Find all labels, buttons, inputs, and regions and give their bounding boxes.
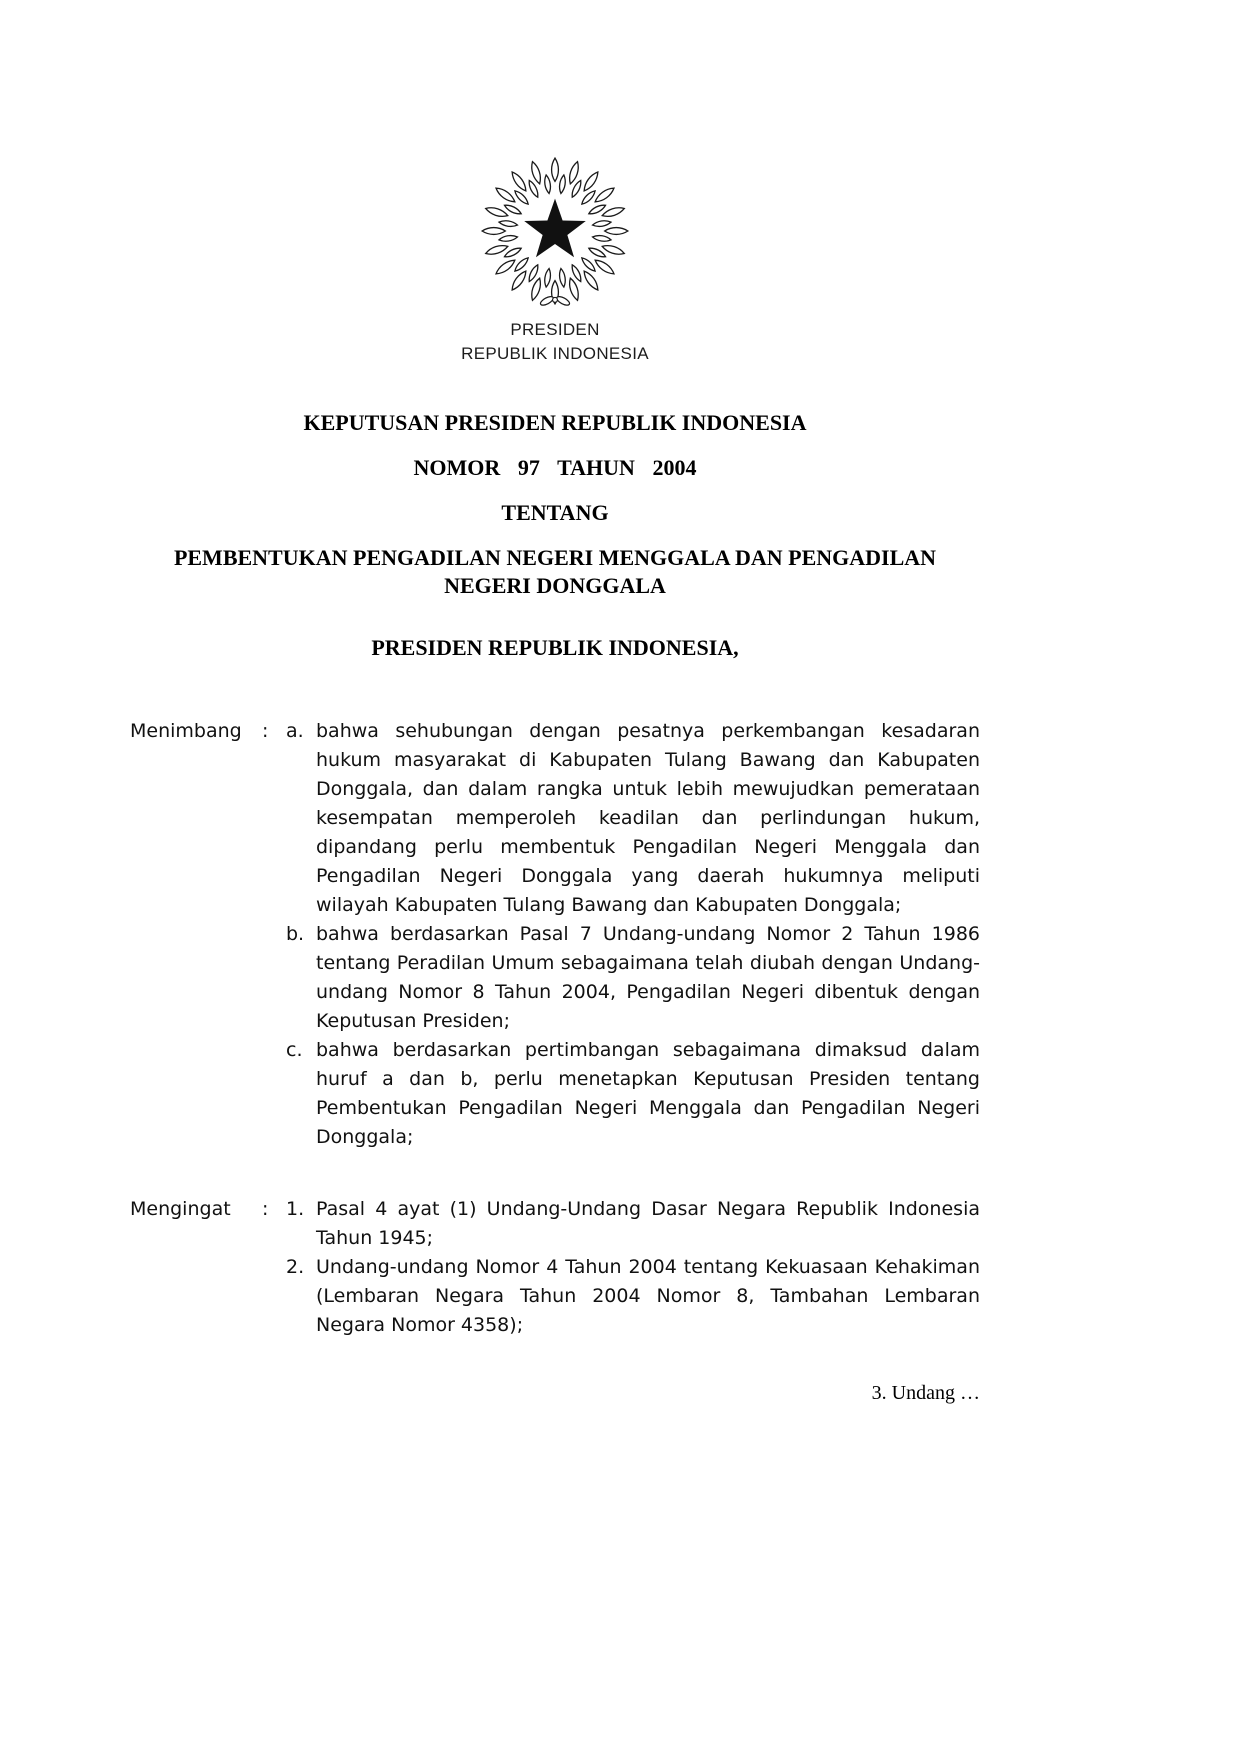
item-marker-1: 1. (286, 1197, 305, 1220)
emblem-caption-line2: REPUBLIK INDONESIA (461, 343, 649, 363)
item-text-1: Pasal 4 ayat (1) Undang-Undang Dasar Negara Republik Indonesia Tahun 1945; (316, 1197, 980, 1249)
empty-colon-cell (262, 1036, 286, 1152)
tentang-label: TENTANG (501, 499, 609, 525)
item-marker-2: 2. (286, 1255, 305, 1278)
mengingat-row-2 (130, 1253, 980, 1340)
empty-label-cell (130, 1253, 262, 1340)
presidential-star-wreath-icon (479, 150, 631, 312)
emblem-caption (130, 318, 980, 366)
page-catchword: 3. Undang … (871, 1381, 980, 1404)
item-text-2: Undang-undang Nomor 4 Tahun 2004 tentang Kekuasaan Kehakiman (Lembaran Negara Tahun 2004 Nomor 8, Tambahan Lembaran Negara Nomor 4358); (316, 1255, 980, 1336)
mengingat-label: Mengingat (130, 1197, 231, 1220)
emblem-block (130, 150, 980, 366)
item-marker-b: b. (286, 923, 305, 946)
item-marker-c: c. (286, 1039, 303, 1062)
menimbang-label: Menimbang (130, 719, 242, 742)
item-text-a: bahwa sehubungan dengan pesatnya perkembangan kesadaran hukum masyarakat di Kabupaten Tulang Bawang dan Kabupaten Donggala, dan dalam rangka untuk lebih mewujudkan pemerataan kesempatan memperoleh keadilan dan perlindungan hukum, dipandang perlu membentuk Pengadilan Negeri Menggala dan Pengadilan Negeri Donggala yang daerah hukumnya meliputi wilayah Kabupaten Tulang Bawang dan Kabupaten Donggala; (316, 719, 980, 916)
star-icon (524, 199, 586, 258)
item-text-b: bahwa berdasarkan Pasal 7 Undang-undang Nomor 2 Tahun 1986 tentang Peradilan Umum sebagaimana telah diubah dengan Undang-undang Nomor 8 Tahun 2004, Pengadilan Negeri dibentuk dengan Keputusan Presiden; (316, 923, 980, 1033)
mengingat-row-1 (130, 1195, 980, 1253)
empty-label-cell (130, 920, 262, 1036)
item-marker-a: a. (286, 719, 304, 742)
mengingat-colon: : (262, 1197, 269, 1220)
empty-colon-cell (262, 920, 286, 1036)
decree-number: NOMOR 97 TAHUN 2004 (413, 454, 697, 480)
subject-line1: PEMBENTUKAN PENGADILAN NEGERI MENGGALA DAN PENGADILAN (173, 544, 937, 570)
issuer-line: PRESIDEN REPUBLIK INDONESIA, (371, 634, 739, 660)
empty-colon-cell (262, 1253, 286, 1340)
item-text-c: bahwa berdasarkan pertimbangan sebagaimana dimaksud dalam huruf a dan b, perlu menetapkan Keputusan Presiden tentang Pembentukan Pengadilan Negeri Menggala dan Pengadilan Negeri Donggala; (316, 1039, 980, 1149)
document-content (130, 150, 980, 1405)
emblem-caption-line1: PRESIDEN (510, 320, 600, 339)
clauses (130, 717, 980, 1405)
menimbang-row-c (130, 1036, 980, 1152)
subject-line2: NEGERI DONGGALA (444, 572, 666, 598)
menimbang-colon: : (262, 719, 269, 742)
mengingat-section (130, 1195, 980, 1340)
menimbang-row-a (130, 717, 980, 920)
title-block (130, 410, 980, 661)
menimbang-section (130, 717, 980, 1153)
empty-label-cell (130, 1036, 262, 1152)
menimbang-row-b (130, 920, 980, 1036)
decree-title: KEPUTUSAN PRESIDEN REPUBLIK INDONESIA (303, 409, 807, 435)
